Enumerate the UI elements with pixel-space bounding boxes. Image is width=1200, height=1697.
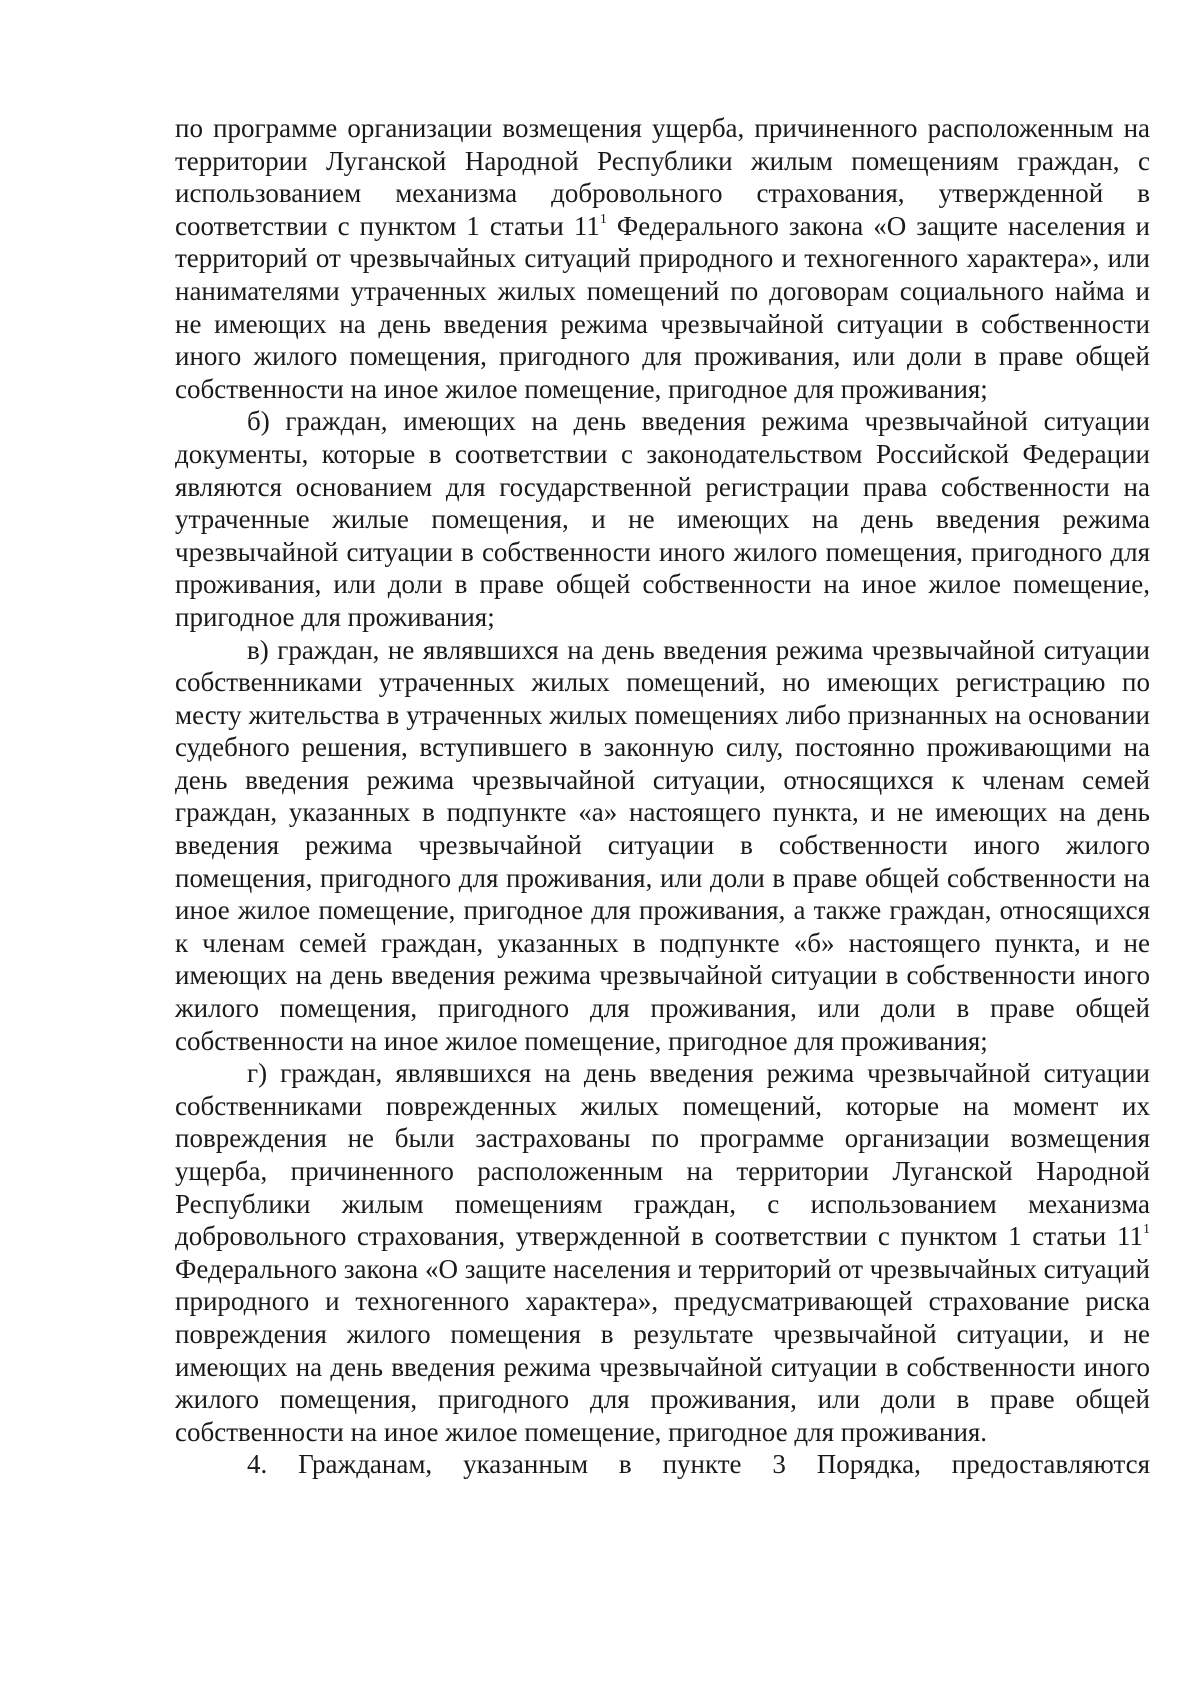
- paragraph-4: 4. Гражданам, указанным в пункте 3 Порядка, предоставляются: [247, 1449, 1150, 1480]
- paragraph-a-text: по программе организации возмещения ущерба, причиненного расположенным на территории Луганской Народной Республики жилым помещениям граждан, с использованием механизма добровольного страхования, утвержденной в соответствии с пунктом 1 статьи 11: [175, 113, 1150, 241]
- superscript-2: 1: [1143, 1222, 1150, 1238]
- superscript-1: 1: [599, 211, 607, 227]
- paragraph-a-text-cont: Федерального закона «О защите населения и территорий от чрезвычайных ситуаций природного и техногенного характера», или нанимателями утраченных жилых помещений по договорам социального найма и не имеющих на день введения режима чрезвычайной ситуации в собственности иного жилого помещения, пригодного для проживания, или доли в праве общей собственности на иное жилое помещение, пригодное для проживания;: [175, 210, 1150, 404]
- paragraph-b: б) граждан, имеющих на день введения режима чрезвычайной ситуации документы, которые в соответствии с законодательством Российской Федерации являются основанием для государственной регистрации права собственности на утраченные жилые помещения, и не имеющих на день введения режима чрезвычайной ситуации в собственности иного жилого помещения, пригодного для проживания, или доли в праве общей собственности на иное жилое помещение, пригодное для проживания;: [175, 406, 1150, 632]
- paragraph-g-text: г) граждан, являвшихся на день введения режима чрезвычайной ситуации собственниками поврежденных жилых помещений, которые на момент их повреждения не были застрахованы по программе организации возмещения ущерба, причиненного расположенным на территории Луганской Народной Республики жилым помещениям граждан, с использованием механизма добровольного страхования, утвержденной в соответствии с пунктом 1 статьи 11: [175, 1058, 1150, 1252]
- paragraph-v: в) граждан, не являвшихся на день введения режима чрезвычайной ситуации собственниками утраченных жилых помещений, но имеющих регистрацию по месту жительства в утраченных жилых помещениях либо признанных на основании судебного решения, вступившего в законную силу, постоянно проживающими на день введения режима чрезвычайной ситуации, относящихся к членам семей граждан, указанных в подпункте «а» настоящего пункта, и не имеющих на день введения режима чрезвычайной ситуации в собственности иного жилого помещения, пригодного для проживания, или доли в праве общей собственности на иное жилое помещение, пригодное для проживания, а также граждан, относящихся к членам семей граждан, указанных в подпункте «б» настоящего пункта, и не имеющих на день введения режима чрезвычайной ситуации в собственности иного жилого помещения, пригодного для проживания, или доли в праве общей собственности на иное жилое помещение, пригодное для проживания;: [175, 634, 1150, 1056]
- document-body: [175, 112, 1150, 1481]
- paragraph-g-text-cont: Федерального закона «О защите населения и территорий от чрезвычайных ситуаций природного и техногенного характера», предусматривающей страхование риска повреждения жилого помещения в результате чрезвычайной ситуации, и не имеющих на день введения режима чрезвычайной ситуации в собственности иного жилого помещения, пригодного для проживания, или доли в праве общей собственности на иное жилое помещение, пригодное для проживания.: [175, 1253, 1150, 1447]
- paragraph-a-continuation: [175, 112, 1150, 405]
- paragraph-g: [175, 1057, 1150, 1448]
